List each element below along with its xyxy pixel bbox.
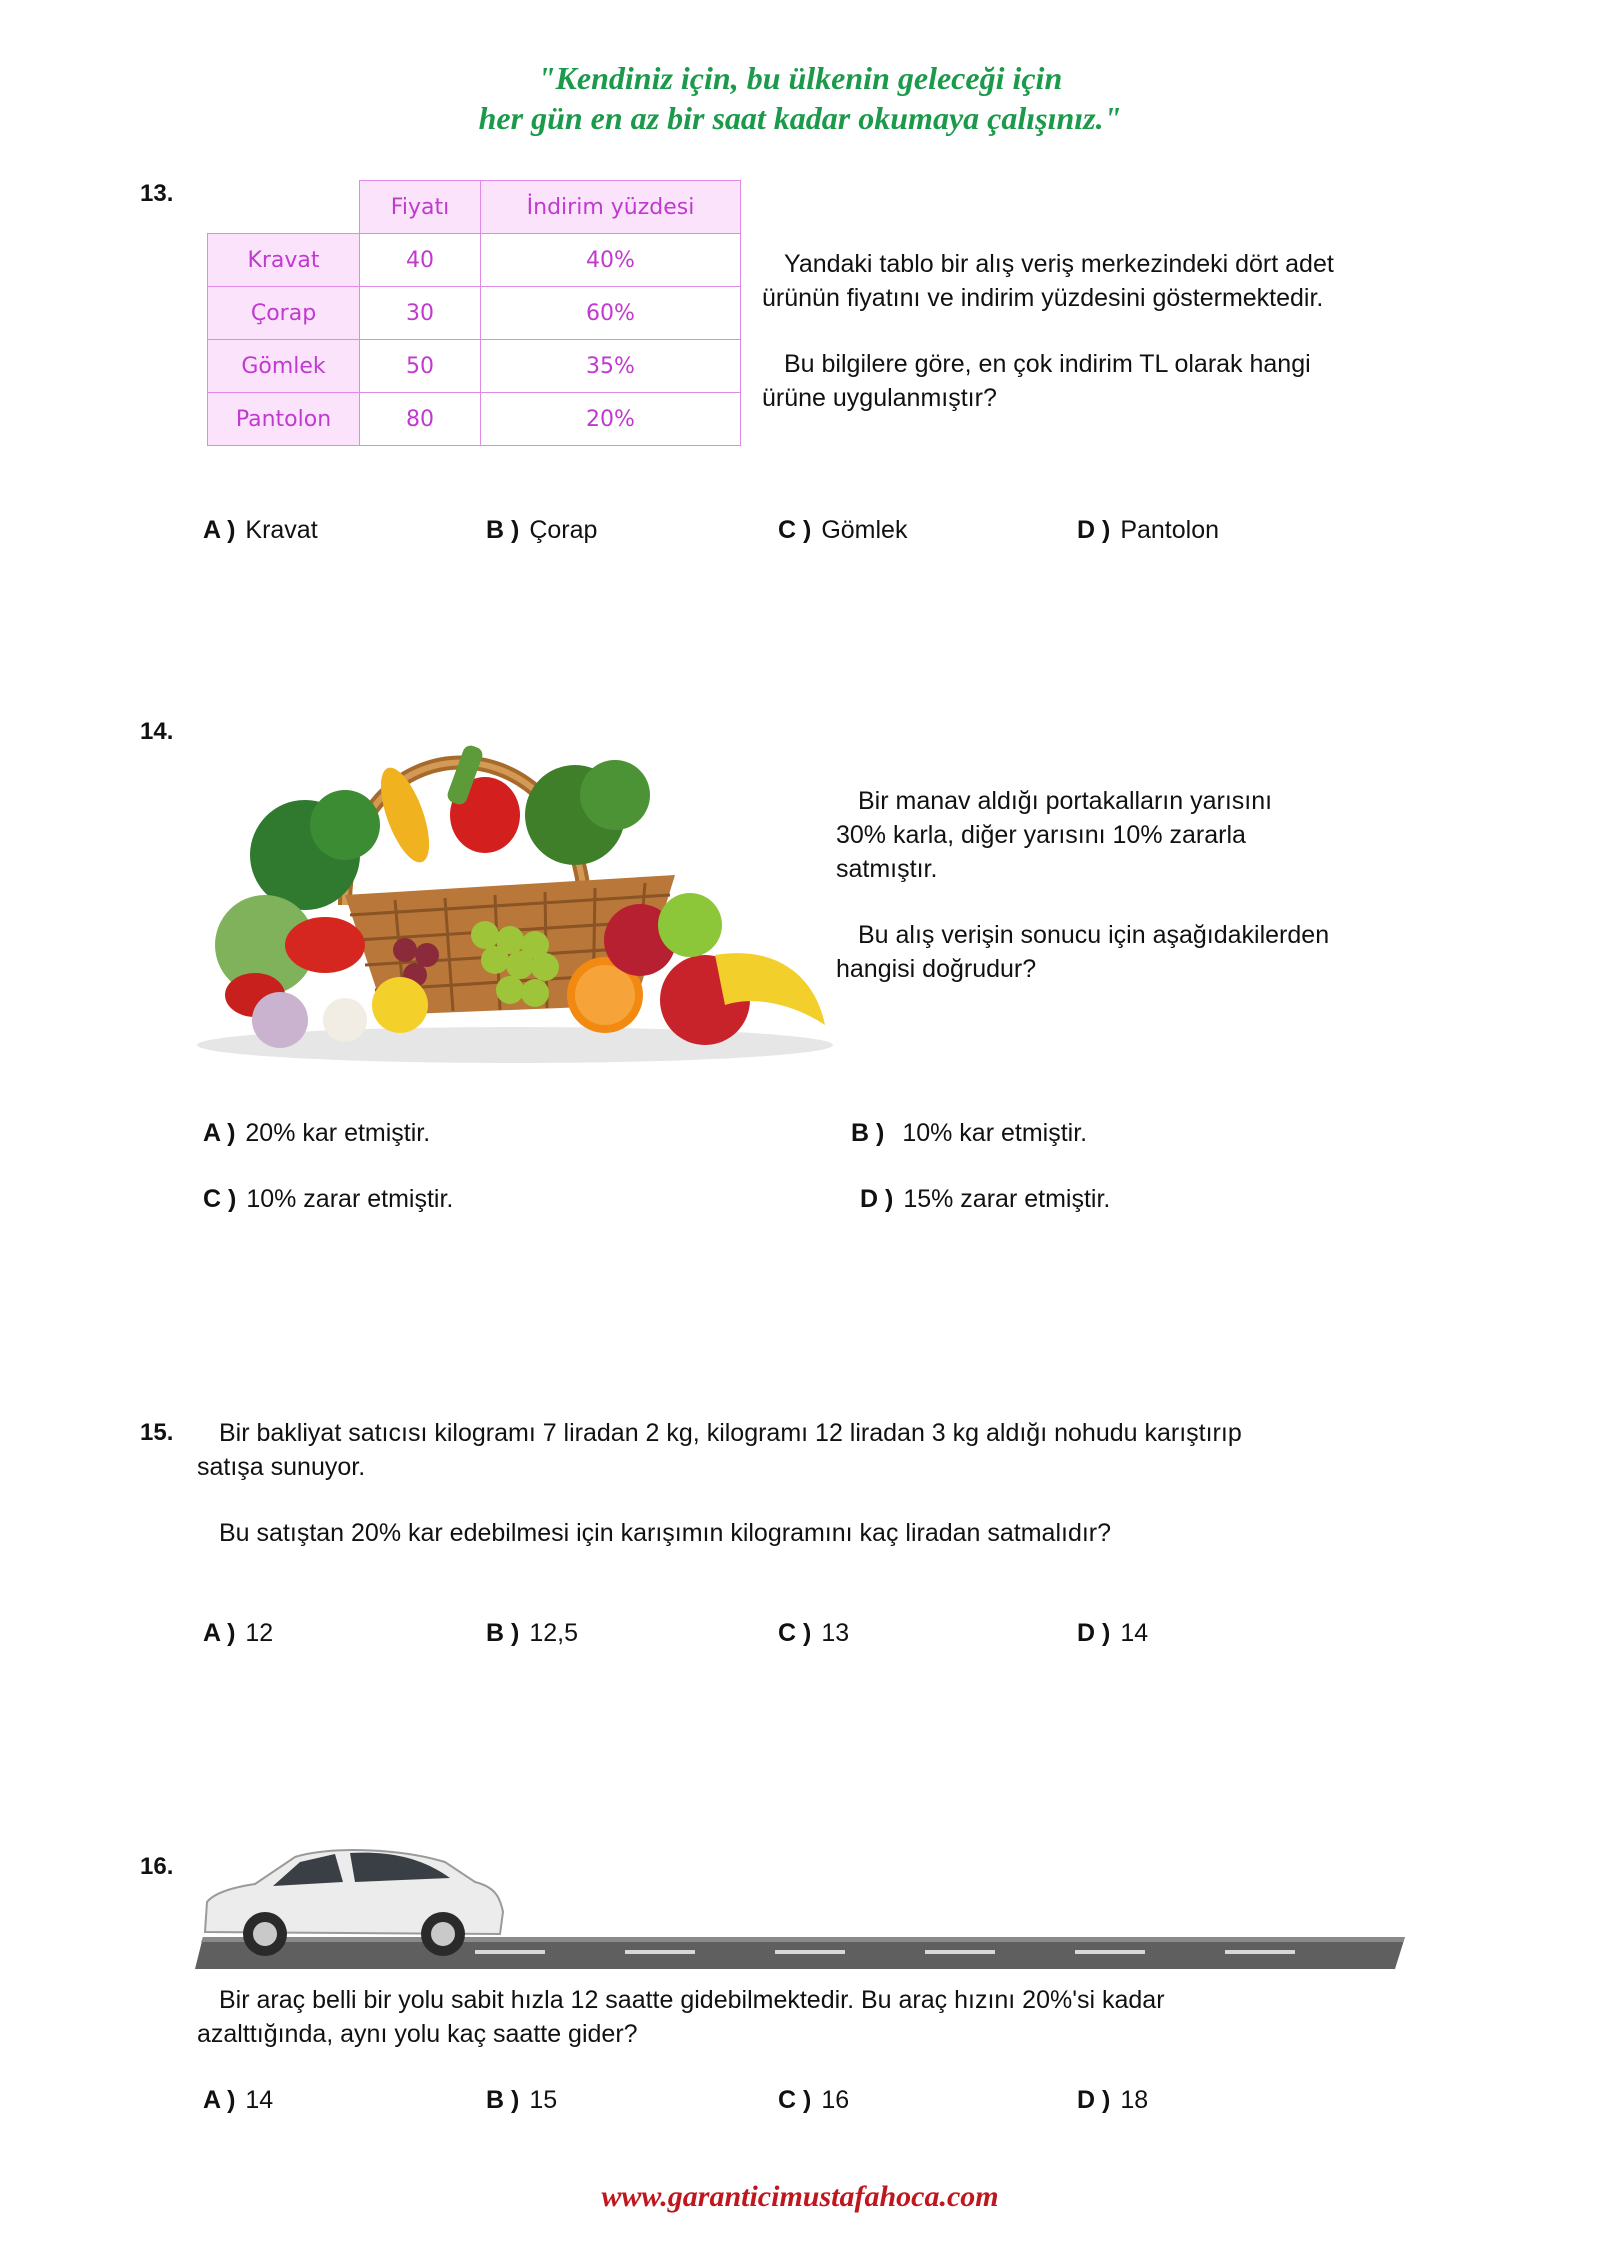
- option-b[interactable]: [486, 2083, 557, 2117]
- table-row: [208, 393, 741, 446]
- stem-line: ürünün fiyatını ve indirim yüzdesini göstermektedir.: [762, 284, 1324, 312]
- option-letter: A ): [203, 2086, 236, 2114]
- option-letter: A ): [203, 516, 236, 544]
- option-text: 15% zarar etmiştir.: [903, 1185, 1111, 1213]
- question-14-stem: [836, 784, 1396, 986]
- option-text: 14: [1120, 1619, 1149, 1647]
- price-cell: 80: [360, 393, 481, 446]
- option-letter: C ): [203, 1185, 237, 1213]
- option-text: 20% kar etmiştir.: [245, 1119, 431, 1147]
- motto-line-1: "Kendiniz için, bu ülkenin geleceği için: [537, 60, 1063, 96]
- option-text: 13: [821, 1619, 850, 1647]
- option-d[interactable]: [1077, 513, 1219, 547]
- option-d[interactable]: [860, 1182, 1110, 1216]
- option-letter: D ): [1077, 516, 1111, 544]
- option-b[interactable]: [851, 1116, 1087, 1150]
- option-letter: A ): [203, 1619, 236, 1647]
- option-a[interactable]: [203, 1116, 430, 1150]
- option-letter: A ): [203, 1119, 236, 1147]
- price-cell: 50: [360, 340, 481, 393]
- footer-website-link[interactable]: www.garanticimustafahoca.com: [601, 2180, 999, 2213]
- question-15-stem: [197, 1416, 1447, 1550]
- option-d[interactable]: [1077, 1616, 1148, 1650]
- stem-line: satışa sunuyor.: [197, 1453, 366, 1481]
- option-text: 10% kar etmiştir.: [902, 1119, 1088, 1147]
- option-c[interactable]: [203, 1182, 453, 1216]
- table-header-row: [208, 181, 741, 234]
- table-row: [208, 234, 741, 287]
- column-header-price: Fiyatı: [360, 181, 481, 234]
- option-letter: D ): [1077, 1619, 1111, 1647]
- question-line: ürüne uygulanmıştır?: [762, 384, 997, 412]
- discount-cell: 60%: [481, 287, 741, 340]
- question-line: Bu satıştan 20% kar edebilmesi için karışımın kilogramını kaç liradan satmalıdır?: [219, 1519, 1112, 1547]
- option-a[interactable]: [203, 513, 318, 547]
- price-discount-table: [207, 180, 741, 446]
- option-a[interactable]: [203, 2083, 273, 2117]
- discount-cell: 35%: [481, 340, 741, 393]
- option-text: Pantolon: [1120, 516, 1220, 544]
- question-13-number: 13.: [140, 180, 174, 207]
- option-text: 16: [821, 2086, 850, 2114]
- row-label: Gömlek: [208, 340, 360, 393]
- option-letter: B ): [486, 2086, 520, 2114]
- option-text: 14: [245, 2086, 274, 2114]
- question-line: Bu alış verişin sonucu için aşağıdakilerden: [858, 921, 1330, 949]
- motto-line-2: her gün en az bir saat kadar okumaya çalışınız.": [478, 100, 1122, 136]
- row-label: Kravat: [208, 234, 360, 287]
- option-c[interactable]: [778, 1616, 849, 1650]
- stem-line: Bir araç belli bir yolu sabit hızla 12 saatte gidebilmektedir. Bu araç hızını 20%'si kadar: [219, 1986, 1165, 2014]
- stem-line: Bir bakliyat satıcısı kilogramı 7 liradan 2 kg, kilogramı 12 liradan 3 kg aldığı nohudu karıştırıp: [219, 1419, 1242, 1447]
- option-letter: C ): [778, 516, 812, 544]
- option-text: Kravat: [245, 516, 318, 544]
- stem-line: Bir manav aldığı portakalların yarısını: [858, 787, 1273, 815]
- option-d[interactable]: [1077, 2083, 1148, 2117]
- stem-line: 30% karla, diğer yarısını 10% zararla: [836, 821, 1246, 849]
- fruit-basket-icon: [195, 705, 835, 1065]
- question-line: hangisi doğrudur?: [836, 955, 1037, 983]
- discount-cell: 20%: [481, 393, 741, 446]
- question-15-number: 15.: [140, 1419, 174, 1446]
- option-text: 12: [245, 1619, 274, 1647]
- option-text: 18: [1120, 2086, 1149, 2114]
- option-letter: C ): [778, 2086, 812, 2114]
- question-13-stem: [762, 247, 1402, 415]
- option-a[interactable]: [203, 1616, 273, 1650]
- option-c[interactable]: [778, 513, 907, 547]
- option-text: Gömlek: [821, 516, 908, 544]
- option-text: 15: [529, 2086, 558, 2114]
- option-letter: B ): [486, 1619, 520, 1647]
- option-letter: D ): [860, 1185, 894, 1213]
- price-cell: 30: [360, 287, 481, 340]
- discount-cell: 40%: [481, 234, 741, 287]
- question-line: Bu bilgilere göre, en çok indirim TL olarak hangi: [784, 350, 1311, 378]
- option-letter: D ): [1077, 2086, 1111, 2114]
- car-on-road-icon: [195, 1842, 1405, 1980]
- question-16-number: 16.: [140, 1853, 174, 1880]
- row-label: Pantolon: [208, 393, 360, 446]
- option-letter: C ): [778, 1619, 812, 1647]
- table-row: [208, 340, 741, 393]
- row-label: Çorap: [208, 287, 360, 340]
- stem-line: satmıştır.: [836, 855, 938, 883]
- option-b[interactable]: [486, 1616, 578, 1650]
- option-c[interactable]: [778, 2083, 849, 2117]
- option-text: 10% zarar etmiştir.: [246, 1185, 454, 1213]
- stem-line: Yandaki tablo bir alış veriş merkezindeki dört adet: [784, 250, 1334, 278]
- table-row: [208, 287, 741, 340]
- option-text: 12,5: [529, 1619, 578, 1647]
- table-corner: [208, 181, 360, 234]
- price-cell: 40: [360, 234, 481, 287]
- column-header-discount: İndirim yüzdesi: [481, 181, 741, 234]
- option-text: Çorap: [529, 516, 598, 544]
- option-b[interactable]: [486, 513, 597, 547]
- stem-line: azalttığında, aynı yolu kaç saatte gider?: [197, 2020, 638, 2048]
- question-14-number: 14.: [140, 718, 174, 745]
- question-16-stem: [197, 1983, 1447, 2051]
- option-letter: B ): [486, 516, 520, 544]
- option-letter: B ): [851, 1119, 885, 1147]
